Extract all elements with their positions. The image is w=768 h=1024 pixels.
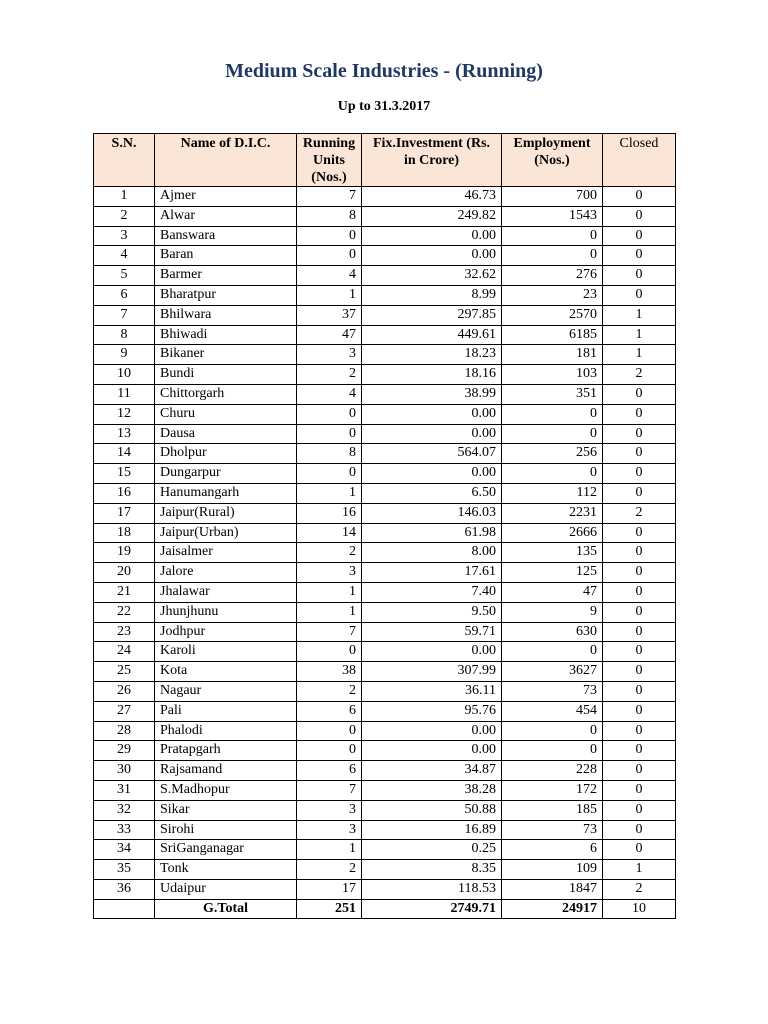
cell-closed: 0	[603, 622, 676, 642]
cell-sn: 16	[94, 483, 155, 503]
cell-sn: 20	[94, 563, 155, 583]
cell-employment: 2570	[502, 305, 603, 325]
cell-employment: 0	[502, 404, 603, 424]
cell-units: 0	[297, 246, 362, 266]
table-row	[94, 325, 676, 345]
cell-employment: 0	[502, 464, 603, 484]
cell-sn: 12	[94, 404, 155, 424]
cell-investment: 0.25	[362, 840, 502, 860]
cell-units: 2	[297, 365, 362, 385]
cell-employment: 181	[502, 345, 603, 365]
cell-name: Kota	[155, 662, 297, 682]
header-units: Running Units (Nos.)	[297, 134, 362, 187]
table-row	[94, 701, 676, 721]
table-row	[94, 582, 676, 602]
cell-sn: 10	[94, 365, 155, 385]
cell-closed: 0	[603, 384, 676, 404]
table-row	[94, 721, 676, 741]
table-row	[94, 444, 676, 464]
cell-closed: 0	[603, 206, 676, 226]
table-row	[94, 187, 676, 207]
cell-closed: 2	[603, 365, 676, 385]
table-row	[94, 800, 676, 820]
cell-sn: 30	[94, 761, 155, 781]
cell-closed: 0	[603, 701, 676, 721]
cell-investment: 307.99	[362, 662, 502, 682]
cell-sn: 13	[94, 424, 155, 444]
cell-closed: 0	[603, 563, 676, 583]
table-body	[94, 187, 676, 900]
cell-employment: 6185	[502, 325, 603, 345]
cell-employment: 276	[502, 266, 603, 286]
cell-name: Sikar	[155, 800, 297, 820]
cell-investment: 564.07	[362, 444, 502, 464]
cell-investment: 17.61	[362, 563, 502, 583]
cell-employment: 185	[502, 800, 603, 820]
table-row	[94, 503, 676, 523]
total-units: 251	[297, 899, 362, 919]
table-row	[94, 563, 676, 583]
cell-units: 7	[297, 780, 362, 800]
cell-units: 6	[297, 761, 362, 781]
cell-name: Barmer	[155, 266, 297, 286]
cell-closed: 2	[603, 879, 676, 899]
cell-employment: 228	[502, 761, 603, 781]
cell-employment: 109	[502, 860, 603, 880]
cell-units: 0	[297, 464, 362, 484]
cell-investment: 118.53	[362, 879, 502, 899]
table-row	[94, 662, 676, 682]
cell-sn: 21	[94, 582, 155, 602]
header-sn: S.N.	[94, 134, 155, 187]
cell-investment: 8.99	[362, 285, 502, 305]
cell-closed: 0	[603, 761, 676, 781]
cell-units: 38	[297, 662, 362, 682]
cell-units: 1	[297, 602, 362, 622]
cell-units: 0	[297, 226, 362, 246]
cell-sn: 3	[94, 226, 155, 246]
total-sn	[94, 899, 155, 919]
cell-investment: 50.88	[362, 800, 502, 820]
table-row	[94, 483, 676, 503]
cell-closed: 0	[603, 602, 676, 622]
cell-investment: 9.50	[362, 602, 502, 622]
total-employment: 24917	[502, 899, 603, 919]
total-row	[94, 899, 676, 919]
cell-employment: 351	[502, 384, 603, 404]
table-row	[94, 424, 676, 444]
cell-investment: 38.28	[362, 780, 502, 800]
table-row	[94, 206, 676, 226]
cell-employment: 73	[502, 820, 603, 840]
date-subtitle: Up to 31.3.2017	[337, 99, 431, 114]
cell-units: 0	[297, 424, 362, 444]
cell-units: 1	[297, 582, 362, 602]
table-row	[94, 285, 676, 305]
cell-units: 6	[297, 701, 362, 721]
table-row	[94, 404, 676, 424]
cell-employment: 125	[502, 563, 603, 583]
cell-closed: 0	[603, 226, 676, 246]
total-investment: 2749.71	[362, 899, 502, 919]
cell-name: Alwar	[155, 206, 297, 226]
cell-sn: 6	[94, 285, 155, 305]
cell-employment: 454	[502, 701, 603, 721]
cell-employment: 0	[502, 642, 603, 662]
cell-employment: 0	[502, 424, 603, 444]
cell-units: 14	[297, 523, 362, 543]
cell-closed: 0	[603, 483, 676, 503]
cell-investment: 0.00	[362, 246, 502, 266]
cell-investment: 61.98	[362, 523, 502, 543]
cell-name: Jaipur(Rural)	[155, 503, 297, 523]
cell-investment: 0.00	[362, 464, 502, 484]
cell-sn: 19	[94, 543, 155, 563]
cell-name: Tonk	[155, 860, 297, 880]
header-employment: Employment (Nos.)	[502, 134, 603, 187]
table-row	[94, 384, 676, 404]
cell-closed: 0	[603, 721, 676, 741]
table-row	[94, 741, 676, 761]
cell-name: Bhilwara	[155, 305, 297, 325]
cell-employment: 1847	[502, 879, 603, 899]
cell-employment: 2231	[502, 503, 603, 523]
cell-sn: 4	[94, 246, 155, 266]
cell-name: Karoli	[155, 642, 297, 662]
cell-investment: 0.00	[362, 424, 502, 444]
cell-closed: 0	[603, 543, 676, 563]
cell-units: 1	[297, 483, 362, 503]
cell-name: Bhiwadi	[155, 325, 297, 345]
cell-sn: 27	[94, 701, 155, 721]
table-row	[94, 365, 676, 385]
cell-investment: 18.16	[362, 365, 502, 385]
table-row	[94, 602, 676, 622]
header-investment: Fix.Investment (Rs. in Crore)	[362, 134, 502, 187]
cell-sn: 17	[94, 503, 155, 523]
cell-units: 47	[297, 325, 362, 345]
cell-units: 1	[297, 840, 362, 860]
table-row	[94, 860, 676, 880]
table-row	[94, 761, 676, 781]
cell-name: Sirohi	[155, 820, 297, 840]
cell-sn: 36	[94, 879, 155, 899]
table-row	[94, 305, 676, 325]
industries-table	[93, 133, 676, 919]
cell-employment: 0	[502, 226, 603, 246]
cell-units: 3	[297, 563, 362, 583]
cell-name: Nagaur	[155, 681, 297, 701]
cell-investment: 0.00	[362, 404, 502, 424]
cell-sn: 7	[94, 305, 155, 325]
cell-name: Jaisalmer	[155, 543, 297, 563]
cell-employment: 9	[502, 602, 603, 622]
cell-units: 0	[297, 642, 362, 662]
cell-employment: 6	[502, 840, 603, 860]
cell-sn: 1	[94, 187, 155, 207]
cell-employment: 135	[502, 543, 603, 563]
cell-sn: 31	[94, 780, 155, 800]
cell-name: Ajmer	[155, 187, 297, 207]
cell-closed: 0	[603, 820, 676, 840]
cell-investment: 16.89	[362, 820, 502, 840]
cell-closed: 0	[603, 523, 676, 543]
cell-units: 3	[297, 800, 362, 820]
cell-name: Baran	[155, 246, 297, 266]
cell-closed: 0	[603, 404, 676, 424]
header-closed: Closed	[603, 134, 676, 187]
cell-name: Banswara	[155, 226, 297, 246]
cell-name: Bharatpur	[155, 285, 297, 305]
cell-units: 2	[297, 681, 362, 701]
header-name: Name of D.I.C.	[155, 134, 297, 187]
cell-investment: 7.40	[362, 582, 502, 602]
cell-closed: 0	[603, 266, 676, 286]
cell-closed: 1	[603, 325, 676, 345]
cell-closed: 0	[603, 780, 676, 800]
cell-closed: 1	[603, 305, 676, 325]
cell-name: Jaipur(Urban)	[155, 523, 297, 543]
cell-investment: 8.35	[362, 860, 502, 880]
cell-closed: 0	[603, 444, 676, 464]
cell-investment: 32.62	[362, 266, 502, 286]
cell-units: 16	[297, 503, 362, 523]
cell-investment: 449.61	[362, 325, 502, 345]
cell-employment: 23	[502, 285, 603, 305]
cell-employment: 112	[502, 483, 603, 503]
table-row	[94, 543, 676, 563]
cell-employment: 700	[502, 187, 603, 207]
cell-units: 8	[297, 444, 362, 464]
cell-sn: 24	[94, 642, 155, 662]
total-closed: 10	[603, 899, 676, 919]
cell-name: SriGanganagar	[155, 840, 297, 860]
page-title: Medium Scale Industries - (Running)	[225, 60, 543, 82]
cell-units: 8	[297, 206, 362, 226]
cell-investment: 297.85	[362, 305, 502, 325]
cell-units: 4	[297, 266, 362, 286]
cell-employment: 172	[502, 780, 603, 800]
cell-units: 0	[297, 721, 362, 741]
cell-investment: 0.00	[362, 741, 502, 761]
cell-sn: 33	[94, 820, 155, 840]
cell-name: Jodhpur	[155, 622, 297, 642]
cell-sn: 34	[94, 840, 155, 860]
cell-name: Jhalawar	[155, 582, 297, 602]
cell-sn: 11	[94, 384, 155, 404]
cell-closed: 0	[603, 662, 676, 682]
cell-closed: 2	[603, 503, 676, 523]
cell-units: 7	[297, 187, 362, 207]
cell-units: 2	[297, 860, 362, 880]
cell-investment: 249.82	[362, 206, 502, 226]
cell-sn: 28	[94, 721, 155, 741]
cell-units: 0	[297, 741, 362, 761]
cell-sn: 29	[94, 741, 155, 761]
cell-name: Churu	[155, 404, 297, 424]
cell-name: Dholpur	[155, 444, 297, 464]
table-row	[94, 681, 676, 701]
cell-employment: 0	[502, 246, 603, 266]
cell-units: 3	[297, 820, 362, 840]
table-row	[94, 226, 676, 246]
cell-units: 17	[297, 879, 362, 899]
cell-name: Pratapgarh	[155, 741, 297, 761]
cell-name: Hanumangarh	[155, 483, 297, 503]
cell-name: Dungarpur	[155, 464, 297, 484]
table-row	[94, 622, 676, 642]
table-row	[94, 266, 676, 286]
cell-investment: 36.11	[362, 681, 502, 701]
header-row	[94, 134, 676, 187]
cell-investment: 0.00	[362, 721, 502, 741]
cell-investment: 0.00	[362, 642, 502, 662]
table-row	[94, 879, 676, 899]
cell-name: Bikaner	[155, 345, 297, 365]
cell-name: S.Madhopur	[155, 780, 297, 800]
cell-investment: 0.00	[362, 226, 502, 246]
cell-employment: 630	[502, 622, 603, 642]
cell-closed: 0	[603, 464, 676, 484]
cell-units: 3	[297, 345, 362, 365]
cell-sn: 32	[94, 800, 155, 820]
table-row	[94, 523, 676, 543]
cell-name: Udaipur	[155, 879, 297, 899]
cell-sn: 25	[94, 662, 155, 682]
cell-investment: 6.50	[362, 483, 502, 503]
cell-sn: 23	[94, 622, 155, 642]
cell-name: Phalodi	[155, 721, 297, 741]
cell-name: Jhunjhunu	[155, 602, 297, 622]
cell-sn: 22	[94, 602, 155, 622]
cell-closed: 0	[603, 424, 676, 444]
cell-units: 4	[297, 384, 362, 404]
table-row	[94, 464, 676, 484]
cell-employment: 0	[502, 721, 603, 741]
cell-sn: 9	[94, 345, 155, 365]
cell-closed: 1	[603, 860, 676, 880]
cell-units: 37	[297, 305, 362, 325]
cell-closed: 0	[603, 741, 676, 761]
cell-employment: 3627	[502, 662, 603, 682]
cell-sn: 18	[94, 523, 155, 543]
cell-investment: 146.03	[362, 503, 502, 523]
cell-investment: 95.76	[362, 701, 502, 721]
cell-employment: 73	[502, 681, 603, 701]
cell-investment: 59.71	[362, 622, 502, 642]
table-row	[94, 345, 676, 365]
cell-investment: 18.23	[362, 345, 502, 365]
cell-units: 2	[297, 543, 362, 563]
cell-closed: 0	[603, 246, 676, 266]
cell-sn: 14	[94, 444, 155, 464]
cell-employment: 0	[502, 741, 603, 761]
cell-employment: 103	[502, 365, 603, 385]
cell-name: Rajsamand	[155, 761, 297, 781]
cell-employment: 1543	[502, 206, 603, 226]
cell-closed: 1	[603, 345, 676, 365]
cell-closed: 0	[603, 187, 676, 207]
cell-closed: 0	[603, 582, 676, 602]
cell-closed: 0	[603, 800, 676, 820]
cell-closed: 0	[603, 642, 676, 662]
cell-sn: 26	[94, 681, 155, 701]
cell-sn: 8	[94, 325, 155, 345]
cell-name: Chittorgarh	[155, 384, 297, 404]
cell-closed: 0	[603, 285, 676, 305]
cell-closed: 0	[603, 840, 676, 860]
total-label: G.Total	[155, 899, 297, 919]
table-row	[94, 840, 676, 860]
cell-closed: 0	[603, 681, 676, 701]
table-row	[94, 642, 676, 662]
cell-employment: 47	[502, 582, 603, 602]
cell-investment: 38.99	[362, 384, 502, 404]
cell-investment: 8.00	[362, 543, 502, 563]
cell-employment: 2666	[502, 523, 603, 543]
cell-investment: 34.87	[362, 761, 502, 781]
cell-sn: 35	[94, 860, 155, 880]
cell-name: Jalore	[155, 563, 297, 583]
cell-sn: 15	[94, 464, 155, 484]
cell-name: Dausa	[155, 424, 297, 444]
cell-units: 0	[297, 404, 362, 424]
table-row	[94, 246, 676, 266]
table-row	[94, 820, 676, 840]
cell-units: 7	[297, 622, 362, 642]
cell-units: 1	[297, 285, 362, 305]
cell-name: Bundi	[155, 365, 297, 385]
cell-sn: 2	[94, 206, 155, 226]
cell-name: Pali	[155, 701, 297, 721]
cell-investment: 46.73	[362, 187, 502, 207]
cell-employment: 256	[502, 444, 603, 464]
cell-sn: 5	[94, 266, 155, 286]
table-row	[94, 780, 676, 800]
